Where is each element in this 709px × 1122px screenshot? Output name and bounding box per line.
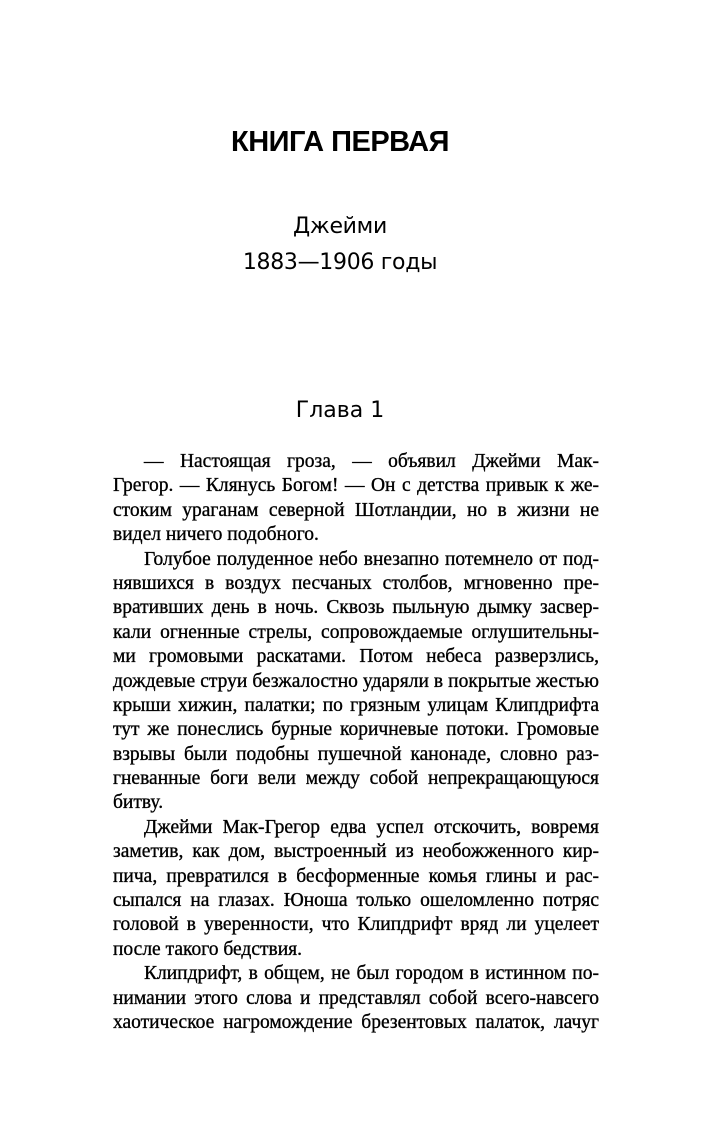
text-line: нявшихся в воздух песчаных столбов, мгновенно пре- xyxy=(113,572,599,594)
text-line: — Настоящая гроза, — объявил Джейми Мак- xyxy=(144,451,599,472)
text-line: гневанные боги вели между собой непрекращающуюся xyxy=(113,768,599,790)
text-line: Голубое полуденное небо внезапно потемнело от под- xyxy=(144,548,599,570)
text-line: Грегор. — Клянусь Богом! — Он с детства привык к же- xyxy=(113,475,599,497)
text-line: пича, превратился в бесформенные комья глины и рас- xyxy=(113,865,599,887)
part-years: 1883—1906 годы xyxy=(242,250,438,275)
text-line: ми громовыми раскатами. Потом небеса разверзлись, xyxy=(113,646,599,668)
text-line: сыпался на глазах. Юноша только ошеломленно потряс xyxy=(113,890,599,912)
text-line: нимании этого слова и представлял собой всего-навсего xyxy=(113,987,599,1009)
text-line: стоким ураганам северной Шотландии, но в жизни не xyxy=(113,499,599,521)
paragraph xyxy=(113,548,599,816)
text-line: крыши хижин, палатки; по грязным улицам Клипдрифта xyxy=(113,694,599,716)
paragraph xyxy=(113,816,599,962)
text-line: видел ничего подобного. xyxy=(113,524,319,546)
text-line: тут же понеслись бурные коричневые потоки. Громовые xyxy=(113,719,599,741)
book-title: КНИГА ПЕРВАЯ xyxy=(231,126,449,158)
chapter-body xyxy=(113,450,599,1035)
chapter-heading: Глава 1 xyxy=(295,398,385,423)
text-line: битву. xyxy=(113,792,164,814)
text-line: хаотическое нагромождение брезентовых палаток, лачуг xyxy=(113,1011,599,1033)
text-line: Клипдрифт, в общем, не был городом в истинном по- xyxy=(144,963,599,985)
text-line: головой в уверенности, что Клипдрифт вряд ли уцелеет xyxy=(113,914,599,936)
text-line: кали огненные стрелы, сопровождаемые оглушительны- xyxy=(113,621,599,643)
text-line: заметив, как дом, выстроенный из необожженного кир- xyxy=(113,841,599,863)
text-line: дождевые струи безжалостно ударяли в покрытые жестью xyxy=(113,670,599,692)
part-name: Джейми xyxy=(293,214,387,239)
paragraph xyxy=(113,450,599,548)
text-line: Джейми Мак-Грегор едва успел отскочить, вовремя xyxy=(144,816,599,838)
text-line: после такого бедствия. xyxy=(113,938,303,960)
text-line: вративших день в ночь. Сквозь пыльную дымку засвер- xyxy=(113,597,599,619)
text-line: взрывы были подобны пушечной канонаде, словно раз- xyxy=(113,743,599,765)
paragraph xyxy=(113,962,599,1035)
